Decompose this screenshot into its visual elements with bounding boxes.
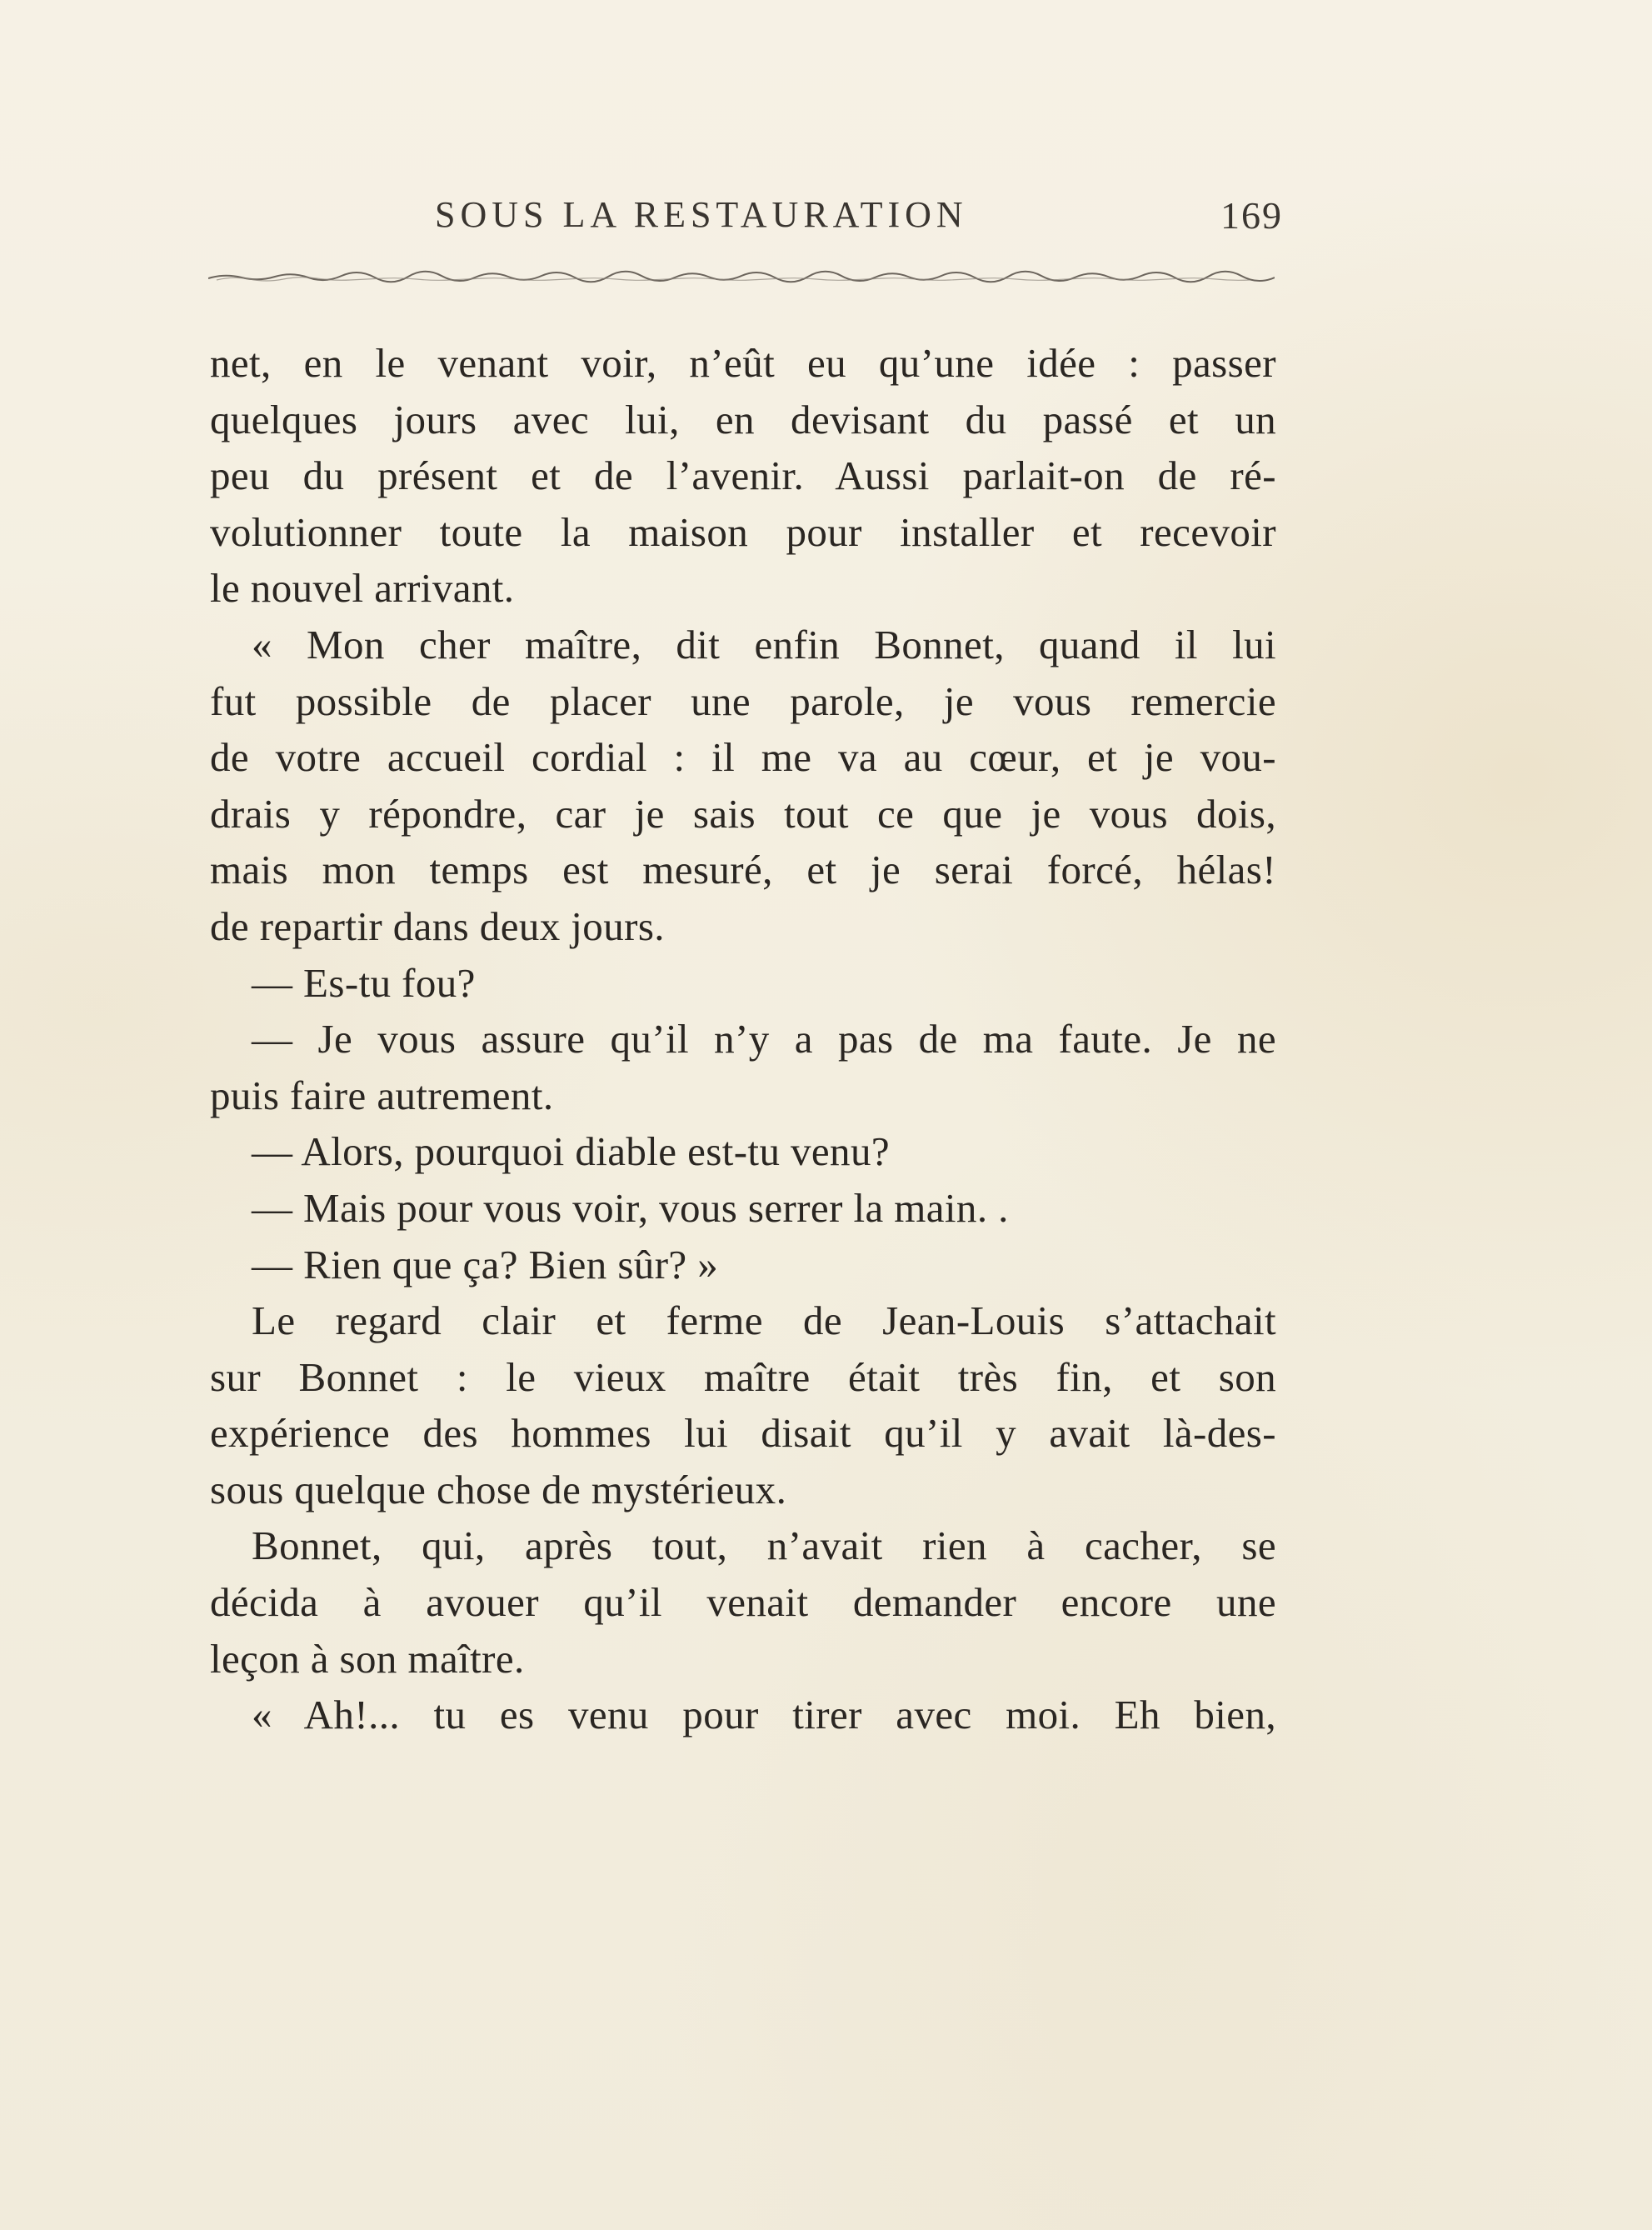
text-line: fut possible de placer une parole, je vous remercie [210,678,1276,724]
text-line: « Ah!... tu es venu pour tirer avec moi. Eh bien, [252,1692,1276,1738]
text-line: décida à avouer qu’il venait demander encore une [210,1579,1276,1626]
text-line: net, en le venant voir, n’eût eu qu’une idée : passer [210,340,1276,386]
text-line: quelques jours avec lui, en devisant du passé et un [210,396,1276,442]
text-line: volutionner toute la maison pour installer et recevoir [210,508,1276,555]
page-number: 169 [1220,194,1283,237]
text-line: expérience des hommes lui disait qu’il y avait là-des- [210,1410,1276,1457]
running-head-title: SOUS LA RESTAURATION [435,194,968,235]
text-line: « Mon cher maître, dit enfin Bonnet, quand il lui [252,621,1276,668]
text-line: peu du présent et de l’avenir. Aussi parlait-on de ré- [210,452,1276,499]
text-line: Bonnet, qui, après tout, n’avait rien à cacher, se [252,1522,1276,1569]
text-line: sur Bonnet : le vieux maître était très fin, et son [210,1353,1276,1400]
text-line: Le regard clair et ferme de Jean-Louis s’attachait [252,1298,1276,1344]
text-line: mais mon temps est mesuré, et je serai forcé, hélas! [210,847,1276,893]
text-line: drais y répondre, car je sais tout ce que je vous dois, [210,790,1276,837]
text-line: puis faire autrement. [210,1072,554,1118]
text-line: — Mais pour vous voir, vous serrer la main. . [252,1184,1009,1231]
text-line: sous quelque chose de mystérieux. [210,1466,787,1512]
body-text [210,335,1276,1743]
text-line: de repartir dans deux jours. [210,902,665,949]
text-line: leçon à son maître. [210,1635,525,1682]
text-line: le nouvel arrivant. [210,565,515,612]
text-line: — Alors, pourquoi diable est-tu venu? [252,1128,890,1175]
text-line: — Es-tu fou? [252,959,476,1006]
text-line: — Rien que ça? Bien sûr? » [252,1241,719,1288]
running-header [208,193,1283,243]
text-line: — Je vous assure qu’il n’y a pas de ma faute. Je ne [252,1016,1276,1062]
text-line: de votre accueil cordial : il me va au cœur, et je vou- [210,734,1276,781]
header-rule [208,268,1275,285]
